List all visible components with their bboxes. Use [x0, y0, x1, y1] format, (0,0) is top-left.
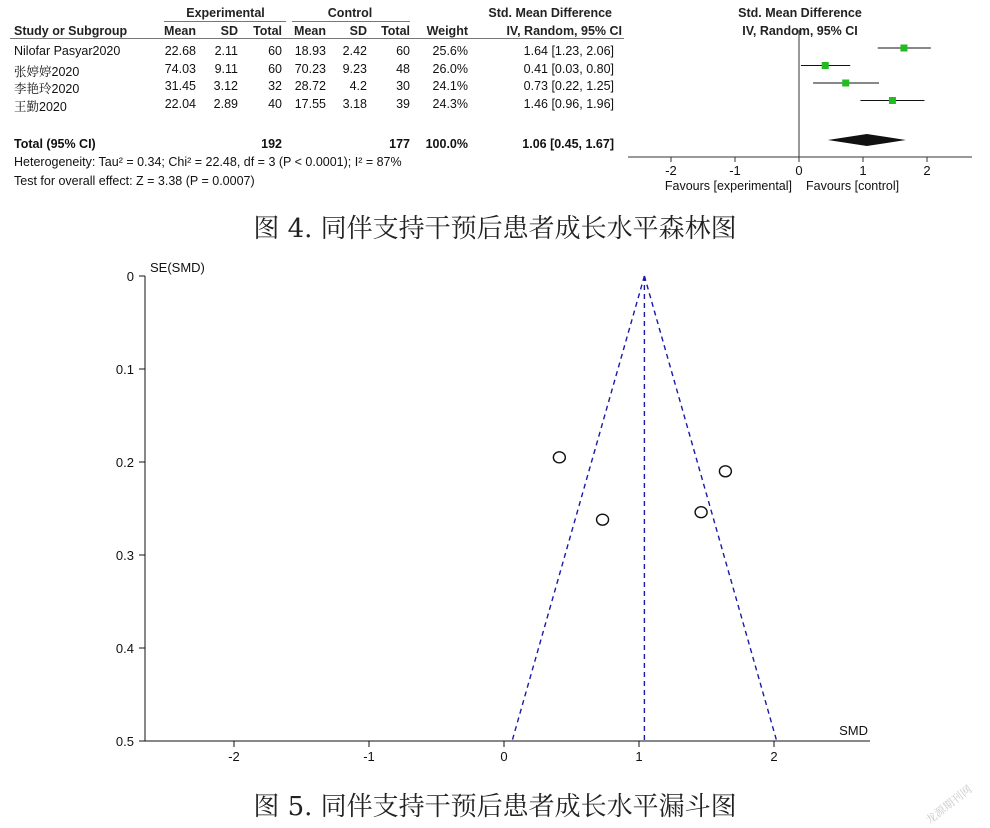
funnel-right-limit: [644, 276, 776, 741]
header-rule: [10, 38, 624, 39]
forest-cell-c-sd: 9.23: [342, 61, 367, 76]
forest-cell-e-mean: 22.04: [164, 96, 196, 111]
col-c-mean: Mean: [294, 24, 326, 38]
funnel-left-limit: [512, 276, 644, 741]
rule-experimental: [164, 21, 286, 22]
forest-cell-e-total: 60: [268, 61, 282, 76]
forest-cell-e-total: 60: [268, 44, 282, 58]
forest-cell-ci-text: 1.46 [0.96, 1.96]: [523, 96, 614, 111]
funnel-y-label: SE(SMD): [150, 260, 205, 275]
funnel-y-tick-label: 0.2: [115, 455, 134, 470]
forest-cell-c-sd: 3.18: [342, 96, 367, 111]
funnel-x-tick-label: -1: [363, 749, 375, 764]
forest-cell-c-total: 60: [396, 44, 410, 58]
watermark-logo: 龙源期刊网: [923, 783, 975, 827]
forest-cell-weight: 24.1%: [432, 79, 468, 93]
col-weight: Weight: [426, 24, 468, 38]
forest-cell-e-sd: 2.11: [214, 44, 238, 58]
figure-4-caption: 图 4. 同伴支持干预后患者成长水平森林图: [253, 214, 737, 244]
forest-cell-weight: 25.6%: [432, 44, 468, 58]
col-e-total: Total: [253, 24, 282, 38]
funnel-y-tick-label: 0: [126, 269, 134, 284]
plot-subtitle: IV, Random, 95% CI: [742, 24, 858, 38]
forest-cell-c-mean: 70.23: [294, 61, 326, 76]
favours-left-label: Favours [experimental]: [664, 179, 792, 193]
forest-cell-study: 王勤2020: [14, 99, 67, 114]
forest-x-tick-label: -2: [665, 163, 677, 178]
forest-plot-graphic: [600, 30, 990, 210]
funnel-study-point: [553, 452, 565, 463]
funnel-y-tick-label: 0.4: [115, 641, 134, 656]
group-header-experimental: Experimental: [186, 6, 265, 20]
funnel-x-tick-label: 0: [500, 749, 508, 764]
total-c-total: 177: [389, 137, 410, 151]
forest-cell-c-sd: 2.42: [342, 44, 367, 58]
funnel-x-tick-label: 1: [635, 749, 643, 764]
funnel-x-tick-label: 2: [770, 749, 778, 764]
forest-point-marker: [822, 62, 829, 69]
funnel-study-point: [719, 466, 731, 477]
forest-cell-weight: 26.0%: [432, 61, 468, 76]
total-label: Total (95% CI): [14, 137, 96, 151]
forest-cell-ci-text: 0.73 [0.22, 1.25]: [523, 79, 614, 93]
rule-control: [292, 21, 410, 22]
forest-point-marker: [842, 80, 849, 87]
forest-cell-e-sd: 2.89: [213, 96, 238, 111]
forest-cell-c-mean: 17.55: [294, 96, 326, 111]
funnel-y-tick-label: 0.3: [115, 548, 134, 563]
forest-cell-c-sd: 4.2: [349, 79, 367, 93]
forest-cell-c-total: 48: [396, 61, 410, 76]
forest-cell-c-mean: 18.93: [294, 44, 326, 58]
funnel-study-point: [597, 514, 609, 525]
forest-point-marker: [900, 45, 907, 52]
forest-cell-e-sd: 9.11: [214, 61, 238, 76]
forest-cell-c-total: 39: [396, 96, 410, 111]
plot-title: Std. Mean Difference: [738, 6, 862, 20]
forest-x-tick-label: -1: [729, 163, 741, 178]
col-study: Study or Subgroup: [14, 24, 128, 38]
forest-cell-e-sd: 3.12: [213, 79, 238, 93]
forest-cell-study: Nilofar Pasyar2020: [14, 44, 121, 58]
col-c-total: Total: [381, 24, 410, 38]
heterogeneity-text: Heterogeneity: Tau² = 0.34; Chi² = 22.48, df = 3 (P < 0.0001); I² = 87%: [14, 155, 402, 169]
forest-cell-e-total: 32: [268, 79, 282, 93]
forest-x-tick-label: 0: [795, 163, 803, 178]
total-e-total: 192: [261, 137, 282, 151]
col-e-sd: SD: [220, 24, 238, 38]
funnel-x-tick-label: -2: [228, 749, 240, 764]
col-c-sd: SD: [349, 24, 367, 38]
forest-cell-weight: 24.3%: [432, 96, 468, 111]
forest-cell-e-mean: 31.45: [164, 79, 196, 93]
forest-cell-ci-text: 0.41 [0.03, 0.80]: [523, 61, 614, 76]
figure-5-caption: 图 5. 同伴支持干预后患者成长水平漏斗图: [253, 792, 737, 822]
total-weight: 100.0%: [425, 137, 468, 151]
funnel-plot: [0, 250, 990, 780]
forest-cell-ci-text: 1.64 [1.23, 2.06]: [523, 44, 614, 58]
forest-cell-e-mean: 74.03: [164, 61, 196, 76]
group-header-effect: Std. Mean Difference: [488, 6, 612, 20]
funnel-x-label: SMD: [839, 723, 868, 738]
forest-x-tick-label: 2: [923, 163, 931, 178]
funnel-y-tick-label: 0.5: [115, 734, 134, 749]
forest-x-tick-label: 1: [859, 163, 867, 178]
forest-total-diamond: [828, 134, 906, 146]
forest-cell-study: 张婷婷2020: [14, 64, 80, 79]
forest-cell-e-mean: 22.68: [164, 44, 196, 58]
overall-effect-text: Test for overall effect: Z = 3.38 (P = 0.0007): [14, 174, 255, 188]
col-e-mean: Mean: [164, 24, 196, 38]
total-ci: 1.06 [0.45, 1.67]: [522, 137, 614, 151]
forest-cell-c-total: 30: [396, 79, 410, 93]
funnel-y-tick-label: 0.1: [115, 362, 134, 377]
forest-cell-c-mean: 28.72: [294, 79, 326, 93]
group-header-control: Control: [327, 6, 373, 20]
forest-cell-study: 李艳玲2020: [14, 82, 80, 96]
funnel-study-point: [695, 507, 707, 518]
forest-point-marker: [889, 97, 896, 104]
favours-right-label: Favours [control]: [806, 179, 900, 193]
col-ci: IV, Random, 95% CI: [506, 24, 622, 38]
forest-cell-e-total: 40: [268, 96, 282, 111]
